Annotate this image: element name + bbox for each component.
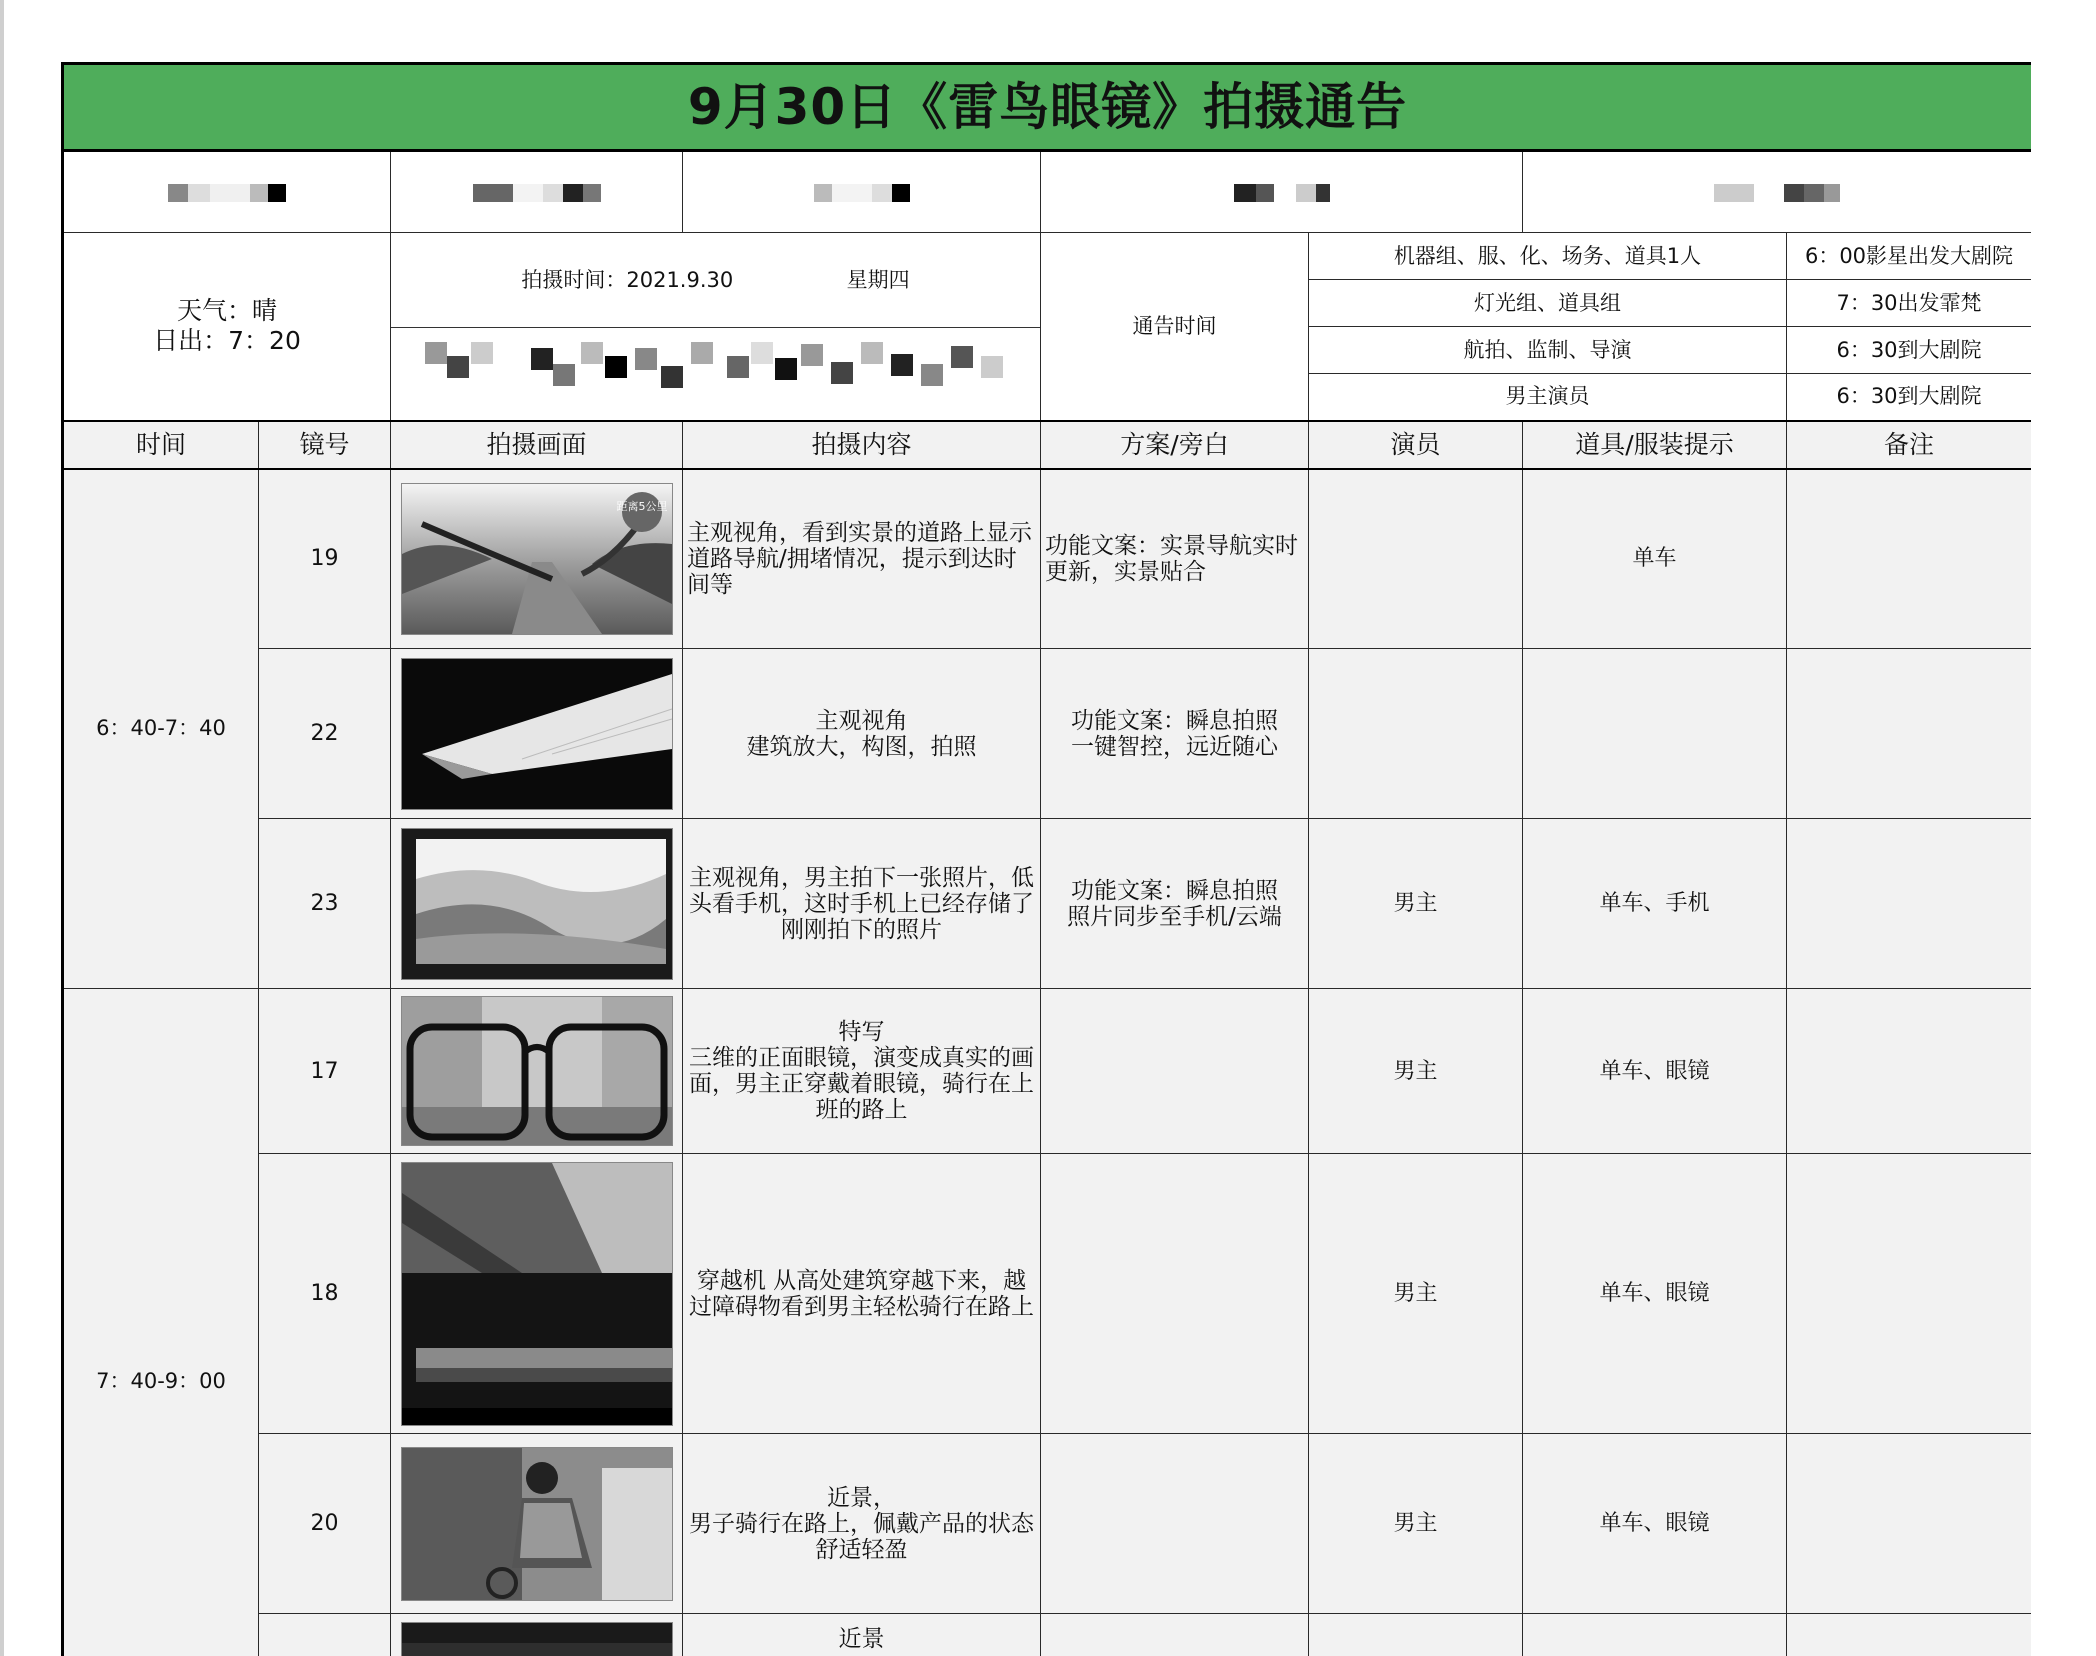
weather-cell — [63, 233, 391, 421]
shot-copy: 功能文案：瞬息拍照 一键智控，远近随心 — [1041, 649, 1309, 819]
shot-frame — [391, 649, 683, 819]
shot-props: 单车、眼镜 — [1523, 1154, 1787, 1434]
notice-time-1: 6：00影星出发大剧院 — [1787, 233, 2032, 280]
page-edge — [0, 0, 4, 1656]
header-frame: 拍摄画面 — [391, 421, 683, 469]
shot-note — [1787, 1614, 2032, 1656]
redacted-contact-3 — [683, 151, 1041, 233]
shot-copy — [1041, 1434, 1309, 1614]
shoot-time-label: 拍摄时间：2021.9.30 — [521, 268, 734, 292]
page-title: 9月30日《雷鸟眼镜》拍摄通告 — [63, 64, 2032, 151]
table-row — [63, 1154, 2032, 1434]
shot-props: 单车、手机 — [1523, 819, 1787, 989]
notice-crew-2: 灯光组、道具组 — [1309, 280, 1787, 327]
shot-frame — [391, 469, 683, 649]
notice-crew-3: 航拍、监制、导演 — [1309, 327, 1787, 374]
header-content: 拍摄内容 — [683, 421, 1041, 469]
table-row — [63, 469, 2032, 649]
shot-actor: 男主 — [1309, 1154, 1523, 1434]
shot-number: 20 — [259, 1434, 391, 1614]
shot-props — [1523, 1614, 1787, 1656]
shot-number: 18 — [259, 1154, 391, 1434]
time-slot-1: 6：40-7：40 — [63, 469, 259, 989]
shot-copy — [1041, 1154, 1309, 1434]
shot-content: 主观视角 建筑放大，构图，拍照 — [683, 649, 1041, 819]
shot-number — [259, 1614, 391, 1656]
bicycle-road-navigation-photo — [401, 483, 673, 635]
shot-props — [1523, 649, 1787, 819]
shot-frame — [391, 1614, 683, 1656]
shot-frame — [391, 1154, 683, 1434]
shot-content: 近景， 男子骑行在路上，佩戴产品的状态舒适轻盈 — [683, 1434, 1041, 1614]
notice-time-2: 7：30出发霏梵 — [1787, 280, 2032, 327]
shot-actor — [1309, 649, 1523, 819]
shot-props: 单车 — [1523, 469, 1787, 649]
man-cycling-photo — [401, 1447, 673, 1601]
shot-frame — [391, 989, 683, 1154]
call-sheet-table — [61, 62, 2031, 1656]
shot-number: 22 — [259, 649, 391, 819]
notice-crew-4: 男主演员 — [1309, 374, 1787, 421]
table-row — [63, 1614, 2032, 1656]
navigation-overlay-text: 距离5公里 — [616, 499, 667, 513]
shot-props: 单车、眼镜 — [1523, 989, 1787, 1154]
table-row — [63, 819, 2032, 989]
table-row — [63, 649, 2032, 819]
dark-frame-photo — [401, 1622, 673, 1656]
shot-content: 主观视角，看到实景的道路上显示道路导航/拥堵情况，提示到达时间等 — [683, 469, 1041, 649]
redacted-address — [391, 328, 1040, 388]
glasses-closeup-photo — [401, 996, 673, 1146]
shot-copy: 功能文案：实景导航实时更新，实景贴合 — [1041, 469, 1309, 649]
weekday-label: 星期四 — [846, 268, 910, 292]
shoot-date-cell — [391, 233, 1041, 421]
shot-content: 近景 — [683, 1614, 1041, 1656]
shot-note — [1787, 819, 2032, 989]
shot-copy — [1041, 989, 1309, 1154]
table-header-row — [63, 421, 2032, 469]
shot-number: 23 — [259, 819, 391, 989]
shot-props: 单车、眼镜 — [1523, 1434, 1787, 1614]
shot-actor — [1309, 1614, 1523, 1656]
shot-note — [1787, 1434, 2032, 1614]
notice-time-3: 6：30到大剧院 — [1787, 327, 2032, 374]
redacted-contact-1 — [63, 151, 391, 233]
shot-number: 19 — [259, 469, 391, 649]
shot-actor — [1309, 469, 1523, 649]
shot-frame — [391, 819, 683, 989]
shot-number: 17 — [259, 989, 391, 1154]
shot-copy — [1041, 1614, 1309, 1656]
shot-content: 特写 三维的正面眼镜，演变成真实的画面，男主正穿戴着眼镜，骑行在上班的路上 — [683, 989, 1041, 1154]
notice-time-label: 通告时间 — [1041, 233, 1309, 421]
aerial-building-bridge-photo — [401, 1162, 673, 1426]
shot-actor: 男主 — [1309, 1434, 1523, 1614]
desert-dunes-photo — [401, 828, 673, 980]
redacted-contact-5 — [1523, 151, 2032, 233]
time-slot-2: 7：40-9：00 — [63, 989, 259, 1656]
shot-copy: 功能文案：瞬息拍照 照片同步至手机/云端 — [1041, 819, 1309, 989]
shot-note — [1787, 469, 2032, 649]
table-row — [63, 989, 2032, 1154]
shot-note — [1787, 649, 2032, 819]
call-sheet — [61, 62, 2031, 1656]
header-props: 道具/服装提示 — [1523, 421, 1787, 469]
shot-actor: 男主 — [1309, 819, 1523, 989]
shot-note — [1787, 989, 2032, 1154]
building-ceiling-photo — [401, 658, 673, 810]
shot-frame — [391, 1434, 683, 1614]
shot-actor: 男主 — [1309, 989, 1523, 1154]
header-copy: 方案/旁白 — [1041, 421, 1309, 469]
weather-text: 天气：晴 — [176, 296, 277, 326]
header-note: 备注 — [1787, 421, 2032, 469]
header-time: 时间 — [63, 421, 259, 469]
redacted-contacts-row — [63, 151, 2032, 233]
sunrise-text: 日出：7：20 — [153, 326, 301, 356]
header-actor: 演员 — [1309, 421, 1523, 469]
redacted-contact-4 — [1041, 151, 1523, 233]
shot-content: 主观视角，男主拍下一张照片，低头看手机，这时手机上已经存储了刚刚拍下的照片 — [683, 819, 1041, 989]
redacted-contact-2 — [391, 151, 683, 233]
shot-content: 穿越机 从高处建筑穿越下来，越过障碍物看到男主轻松骑行在路上 — [683, 1154, 1041, 1434]
notice-crew-1: 机器组、服、化、场务、道具1人 — [1309, 233, 1787, 280]
table-row — [63, 1434, 2032, 1614]
notice-time-4: 6：30到大剧院 — [1787, 374, 2032, 421]
shot-note — [1787, 1154, 2032, 1434]
header-shot: 镜号 — [259, 421, 391, 469]
